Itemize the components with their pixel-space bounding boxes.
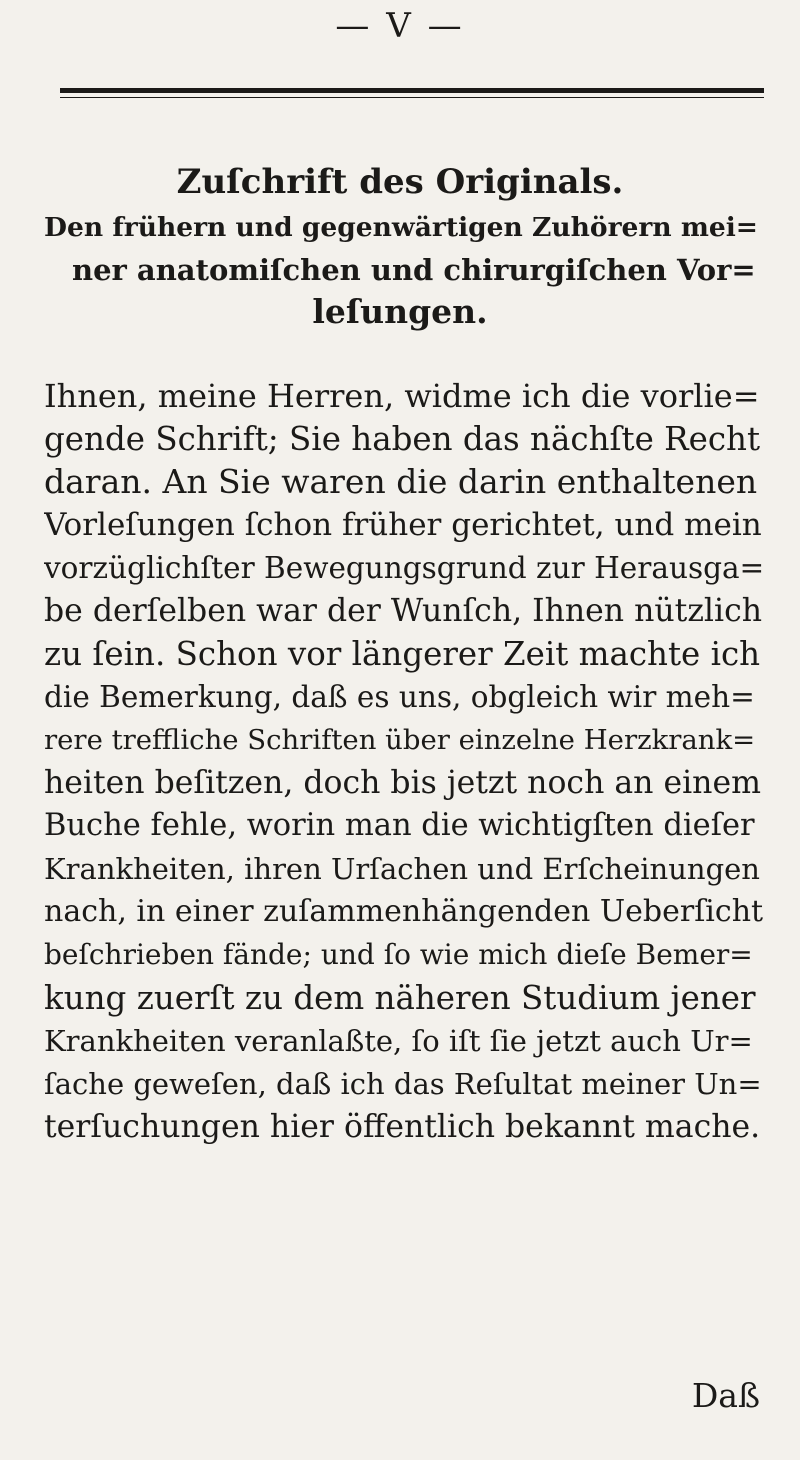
header-rule-thick [60, 88, 764, 93]
body-line: rere treffliche Schriften über einzelne Herzkrank= [44, 724, 756, 756]
dedication-line: leſungen. [312, 292, 488, 331]
section-heading: Zuſchrift des Originals. [176, 162, 624, 202]
body-line: be derſelben war der Wunſch, Ihnen nützlich [44, 593, 763, 629]
body-line: kung zuerſt zu dem näheren Studium jener [44, 979, 756, 1017]
body-line: vorzüglichſter Bewegungsgrund zur Herausga= [44, 551, 764, 585]
body-line: gende Schrift; Sie haben das nächſte Recht [44, 420, 761, 458]
body-line: Vorleſungen ſchon früher gerichtet, und mein [44, 507, 762, 543]
body-line: heiten beſitzen, doch bis jetzt noch an einem [44, 765, 761, 801]
body-line: Ihnen, meine Herren, widme ich die vorlie= [44, 377, 760, 415]
dedication-line: ner anatomiſchen und chirurgiſchen Vor= [72, 253, 756, 287]
body-line: daran. An Sie waren die darin enthaltenen [44, 462, 758, 501]
header-rule-thin [60, 97, 764, 98]
catchword: Daß [691, 1376, 760, 1415]
body-line: zu ſein. Schon vor längerer Zeit machte ich [44, 635, 761, 673]
body-line: beſchrieben fände; und ſo wie mich dieſe Bemer= [44, 938, 753, 971]
body-line: ſache geweſen, daß ich das Reſultat meiner Un= [44, 1067, 762, 1101]
body-line: Krankheiten veranlaßte, ſo iſt ſie jetzt auch Ur= [44, 1024, 753, 1058]
body-line: Buche fehle, worin man die wichtigſten dieſer [44, 808, 755, 843]
body-line: Krankheiten, ihren Urſachen und Erſcheinungen [44, 852, 760, 886]
body-line: nach, in einer zuſammenhängenden Ueberſicht [44, 894, 764, 929]
dedication-line: Den frühern und gegenwärtigen Zuhörern mei= [44, 212, 759, 243]
body-line: terſuchungen hier öffentlich bekannt mache. [44, 1109, 761, 1145]
page-number: — V — [335, 6, 465, 46]
body-line: die Bemerkung, daß es uns, obgleich wir meh= [44, 680, 755, 714]
